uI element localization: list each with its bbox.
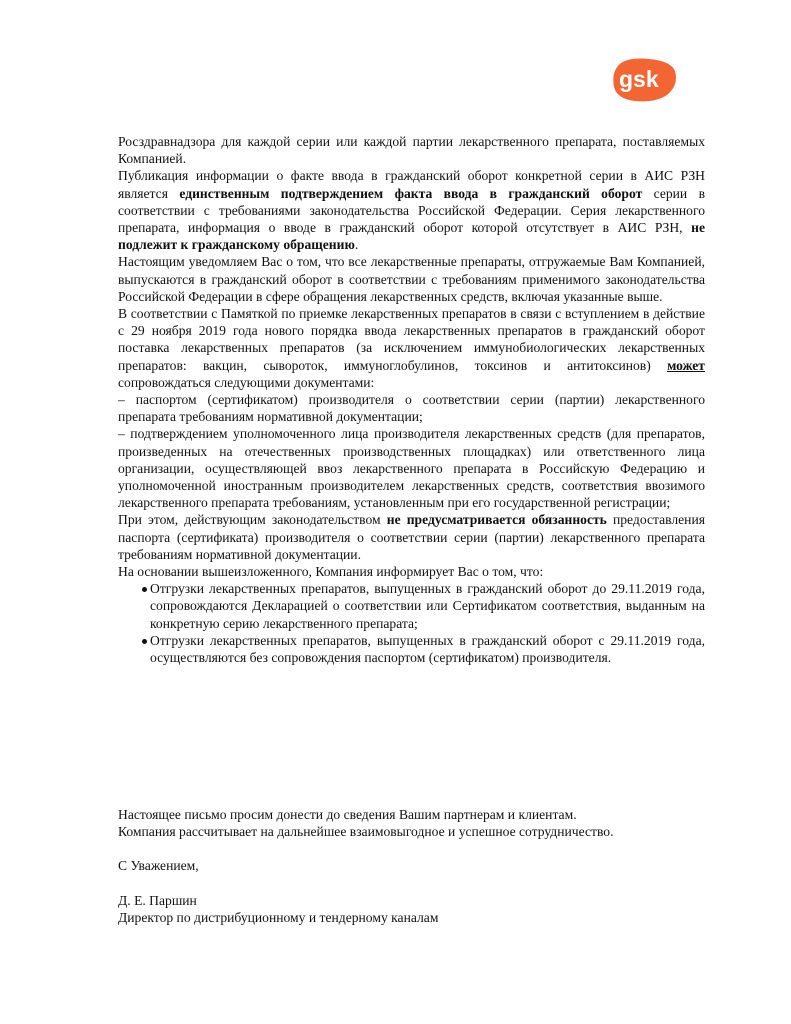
p2-text-a: Публикация информации о факте ввода в гражданский оборот конкретной серии в АИС РЗН является	[118, 168, 705, 201]
paragraph-7	[118, 511, 705, 563]
letter-closing	[118, 806, 705, 926]
gsk-logo	[611, 57, 679, 103]
bullet-text: Отгрузки лекарственных препаратов, выпущенных в гражданский оборот до 29.11.2019 года, сопровождаются Декларацией о соответствии или Сертификатом соответствия, выданным на конкретную серию лекарственного препарата;	[150, 581, 705, 631]
paragraph-8: На основании вышеизложенного, Компания информирует Вас о том, что:	[118, 564, 544, 580]
paragraph-4	[118, 305, 705, 391]
signer-name: Д. Е. Паршин	[118, 892, 197, 908]
paragraph-1: Росздравнадзора для каждой серии или каждой партии лекарственного препарата, поставляемых Компанией.	[118, 134, 705, 167]
p2-bold-a: единственным подтверждением факта ввода в гражданский оборот	[179, 185, 643, 201]
p7-bold: не предусматривается обязанность	[386, 512, 607, 528]
bullet-icon	[142, 639, 147, 644]
letter-body	[118, 133, 705, 666]
paragraph-3: Настоящим уведомляем Вас о том, что все лекарственные препараты, отгружаемые Вам Компанией, выпускаются в гражданский оборот в соответствии с требованиям применимого законодательства Российской Федерации в сфере обращения лекарственных средств, включая указанные выше.	[118, 254, 705, 304]
p2-bold-b: не подлежит к гражданскому обращению	[118, 220, 705, 253]
p7-text-b: предоставления паспорта (сертификата) производителя о соответствии серии (партии) лекарственного препарата требованиям нормативной документации.	[118, 512, 705, 562]
signer-title: Директор по дистрибуционному и тендерному каналам	[118, 909, 439, 925]
bullet-list	[118, 580, 705, 666]
p4-text-a: В соответствии с Памяткой по приемке лекарственных препаратов в связи с вступлением в действие с 29 ноября 2019 года нового порядка ввода лекарственных препаратов в гражданский оборот поставка лекарственных препаратов (за исключением иммунобиологических лекарственных препаратов: вакцин, сывороток, иммуноглобулинов, токсинов и антитоксинов)	[118, 306, 705, 373]
p2-text-b: серии в соответствии с требованиями законодательства Российской Федерации. Серия лекарственного препарата, информация о вводе в гражданский оборот которой отсутствует в АИС РЗН,	[118, 185, 705, 236]
bullet-text: Отгрузки лекарственных препаратов, выпущенных в гражданский оборот с 29.11.2019 года, осуществляются без сопровождения паспортом (сертификатом) производителя.	[150, 632, 705, 666]
paragraph-2	[118, 167, 705, 253]
p4-text-b: сопровождаться следующими документами:	[118, 374, 375, 390]
bullet-icon	[142, 587, 147, 592]
paragraph-5: – паспортом (сертификатом) производителя о соответствии серии (партии) лекарственного препарата требованиям нормативной документации;	[118, 392, 705, 425]
list-item	[118, 580, 705, 632]
p7-text-a: При этом, действующим законодательством	[118, 512, 387, 528]
paragraph-6: – подтверждением уполномоченного лица производителя лекарственных средств (для препаратов, произведенных на отечественных производственных площадках) или ответственного лица организации, осуществляющей ввоз лекарственного препарата в Российскую Федерацию и уполномоченной иностранным производителем лекарственных средств, соответствия ввозимого лекарственного препарата требованиям, установленным при его государственной регистрации;	[118, 426, 705, 511]
closing-line-1: Настоящее письмо просим донести до сведения Вашим партнерам и клиентам.	[118, 807, 577, 822]
logo-text: gsk	[619, 66, 659, 92]
p4-bold-underlined: может	[667, 357, 705, 373]
list-item	[118, 632, 705, 666]
closing-line-2: Компания рассчитывает на дальнейшее взаимовыгодное и успешное сотрудничество.	[118, 824, 614, 840]
greeting: С Уважением,	[118, 858, 199, 874]
p2-text-c: .	[354, 237, 359, 253]
gsk-logo-icon	[611, 57, 679, 103]
